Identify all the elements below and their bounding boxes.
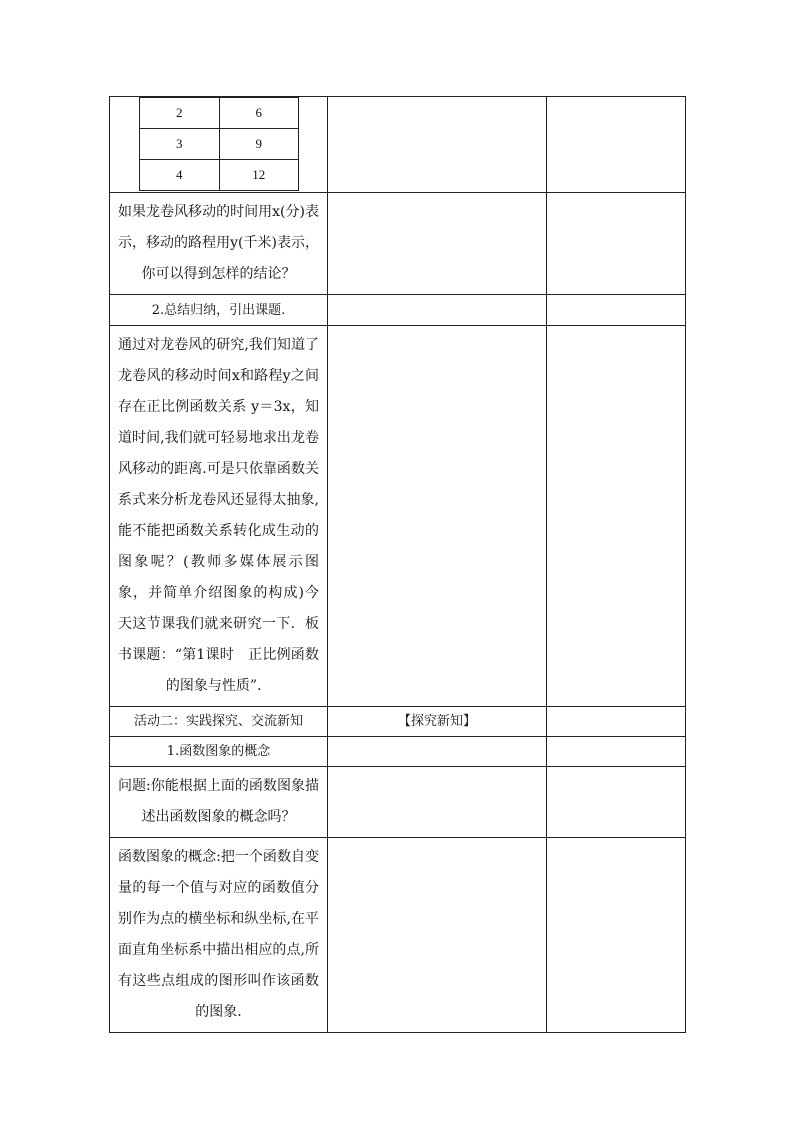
inner-table-row bbox=[140, 98, 299, 129]
inner-cell: 9 bbox=[219, 129, 299, 160]
question-cell bbox=[110, 767, 328, 838]
question-cell bbox=[110, 193, 328, 295]
inner-cell: 4 bbox=[140, 160, 220, 191]
empty-cell bbox=[547, 193, 686, 295]
table-row bbox=[110, 193, 686, 295]
empty-cell bbox=[547, 707, 686, 737]
inner-cell: 3 bbox=[140, 129, 220, 160]
summary-body: 通过对龙卷风的研究,我们知道了龙卷风的移动时间x和路程y之间存在正比例函数关系 y＝3x，知道时间,我们就可轻易地求出龙卷风移动的距离.可是只依靠函数关系式来分析龙卷风还显得太抽象,能不能把函数关系转化成生动的图象呢？(教师多媒体展示图象，并简单介绍图象的构成)今天这节课我们就来研究一下．板书课题：“第1课时 正比例函数的图象与性质”． bbox=[118, 337, 319, 694]
activity-heading-cell bbox=[328, 707, 547, 737]
summary-title: 2.总结归纳，引出课题. bbox=[151, 302, 286, 318]
empty-cell bbox=[328, 326, 547, 707]
empty-cell bbox=[547, 767, 686, 838]
table-row bbox=[110, 838, 686, 1033]
summary-body-cell bbox=[110, 326, 328, 707]
lesson-plan-table bbox=[109, 96, 686, 1033]
table-row bbox=[110, 295, 686, 326]
concept-body-cell bbox=[110, 838, 328, 1033]
empty-cell bbox=[328, 767, 547, 838]
activity2-heading: 【探究新知】 bbox=[397, 714, 476, 729]
concept-title: 1.函数图象的概念 bbox=[166, 744, 271, 759]
question2-text: 问题:你能根据上面的函数图象描述出函数图象的概念吗？ bbox=[118, 778, 319, 825]
empty-cell bbox=[328, 737, 547, 767]
table-row bbox=[110, 767, 686, 838]
empty-cell bbox=[547, 295, 686, 326]
activity-label-cell bbox=[110, 707, 328, 737]
empty-cell bbox=[328, 295, 547, 326]
summary-title-cell bbox=[110, 295, 328, 326]
inner-cell: 2 bbox=[140, 98, 220, 129]
inner-cell: 6 bbox=[219, 98, 299, 129]
concept-body: 函数图象的概念:把一个函数自变量的每一个值与对应的函数值分别作为点的横坐标和纵坐标,在平面直角坐标系中描出相应的点,所有这些点组成的图形叫作该函数的图象. bbox=[118, 849, 319, 1020]
inner-table-row bbox=[140, 129, 299, 160]
empty-cell bbox=[547, 326, 686, 707]
empty-cell bbox=[547, 737, 686, 767]
inner-table-row bbox=[140, 160, 299, 191]
table-row bbox=[110, 737, 686, 767]
activity2-label: 活动二：实践探究、交流新知 bbox=[133, 714, 303, 729]
empty-cell bbox=[547, 97, 686, 193]
empty-cell bbox=[547, 838, 686, 1033]
table-row bbox=[110, 97, 686, 193]
inner-table-cell bbox=[110, 97, 328, 193]
table-row bbox=[110, 707, 686, 737]
concept-title-cell bbox=[110, 737, 328, 767]
question-text: 如果龙卷风移动的时间用x(分)表示，移动的路程用y(千米)表示，你可以得到怎样的结论？ bbox=[118, 204, 319, 282]
inner-cell: 12 bbox=[219, 160, 299, 191]
table-row bbox=[110, 326, 686, 707]
empty-cell bbox=[328, 193, 547, 295]
time-distance-table bbox=[139, 97, 299, 191]
empty-cell bbox=[328, 97, 547, 193]
empty-cell bbox=[328, 838, 547, 1033]
